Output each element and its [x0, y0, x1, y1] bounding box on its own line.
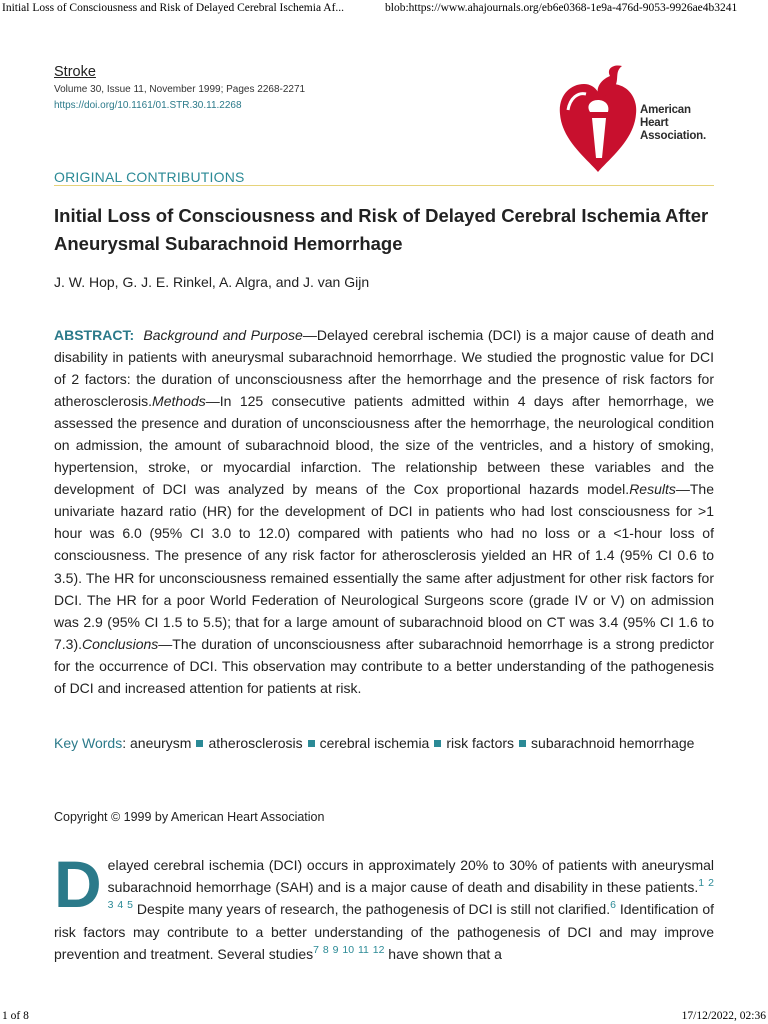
keyword-separator	[519, 740, 526, 747]
abstract-results-label: Results	[629, 481, 676, 498]
section-divider	[54, 185, 714, 186]
print-date: 17/12/2022, 02:36	[681, 1010, 766, 1022]
logo-text-line1: American	[640, 104, 691, 116]
copyright-notice: Copyright © 1999 by American Heart Association	[54, 810, 325, 824]
abstract-conclusions-label: Conclusions	[82, 635, 159, 652]
body-text-3: Identification of risk factors may contribute to a better understanding of the pathogenesis of DCI and may improve prevention and treatment. Several studies	[54, 901, 715, 962]
citation-ref[interactable]: 4	[117, 899, 124, 912]
abstract-conclusions: —The duration of unconsciousness after subarachnoid hemorrhage is a strong predictor for the occurrence of DCI. This observation may contribute to a better understanding of the pathogenesis of DCI and increased attention for patients at risk.	[54, 635, 714, 696]
logo-text-line2: Heart	[640, 117, 669, 129]
keyword-item[interactable]: risk factors	[446, 735, 515, 751]
citation-ref[interactable]: 11	[357, 943, 369, 956]
keywords	[54, 732, 714, 754]
keywords-colon: :	[122, 735, 127, 751]
citation-ref[interactable]: 9	[332, 943, 339, 956]
body-text-1: elayed cerebral ischemia (DCI) occurs in approximately 20% to 30% of patients with aneurysmal subarachnoid hemorrhage (SAH) and is a major cause of death and disability in these patients.	[107, 857, 714, 896]
keyword-item[interactable]: subarachnoid hemorrhage	[531, 735, 695, 751]
citation-ref[interactable]: 3	[107, 899, 114, 912]
print-header-url: blob:https://www.ahajournals.org/eb6e0368-1e9a-476d-9053-9926ae4b3241	[385, 2, 738, 14]
page-counter: 1 of 8	[2, 1010, 29, 1022]
abstract-methods-label: Methods	[152, 393, 206, 410]
print-header-title: Initial Loss of Consciousness and Risk of Delayed Cerebral Ischemia Af...	[2, 2, 345, 14]
keyword-item[interactable]: cerebral ischemia	[319, 735, 430, 751]
citation-ref[interactable]: 5	[127, 899, 134, 912]
abstract	[54, 324, 714, 699]
logo-text-line3: Association.	[640, 130, 706, 142]
abstract-label: ABSTRACT:	[54, 327, 135, 343]
body-text-2: Despite many years of research, the pathogenesis of DCI is still not clarified.	[133, 901, 611, 918]
print-footer	[0, 1006, 768, 1024]
aha-logo	[556, 62, 716, 174]
citation-ref[interactable]: 8	[322, 943, 329, 956]
section-label: ORIGINAL CONTRIBUTIONS	[54, 169, 245, 185]
citation-ref[interactable]: 12	[372, 943, 385, 956]
abstract-background: —Delayed cerebral ischemia (DCI) is a major cause of death and disability in patients with aneurysmal subarachnoid hemorrhage. We studied the prognostic value for DCI of 2 factors: the duration of unconsciousness after the hemorrhage and the presence of risk factors for atherosclerosis.	[54, 327, 714, 410]
citation-ref[interactable]: 6	[610, 899, 616, 912]
keyword-separator	[308, 740, 315, 747]
body-text-4: have shown that a	[384, 945, 502, 962]
article-title: Initial Loss of Consciousness and Risk of Delayed Cerebral Ischemia After Aneurysmal Subarachnoid Hemorrhage	[54, 205, 709, 254]
drop-cap: D	[54, 847, 102, 921]
keywords-label: Key Words	[54, 735, 123, 751]
body-paragraph	[54, 847, 715, 965]
heart-torch-icon	[556, 62, 640, 174]
journal-issue-meta: Volume 30, Issue 11, November 1999; Pages 2268-2271	[54, 84, 306, 95]
citation-ref[interactable]: 2	[708, 877, 715, 890]
keyword-item[interactable]: atherosclerosis	[208, 735, 303, 751]
keyword-item[interactable]: aneurysm	[130, 735, 192, 751]
keyword-separator	[196, 740, 203, 747]
doi-link[interactable]: https://doi.org/10.1161/01.STR.30.11.2268	[54, 100, 242, 111]
citation-ref[interactable]: 10	[342, 943, 355, 956]
citation-ref[interactable]: 7	[313, 943, 319, 956]
abstract-background-label: Background and Purpose	[143, 327, 303, 343]
abstract-results: —The univariate hazard ratio (HR) for the development of DCI in patients who had lost consciousness for >1 hour was 6.0 (95% CI 3.0 to 12.0) compared with patients who had no loss or a <1-hour loss of consciousness. The presence of any risk factor for atherosclerosis yielded an HR of 1.4 (95% CI 0.6 to 3.5). The HR for unconsciousness remained essentially the same after adjustment for other risk factors for DCI. The HR for a poor World Federation of Neurological Surgeons score (grade IV or V) on admission was 2.9 (95% CI 1.5 to 5.5); that for a large amount of subarachnoid blood on CT was 3.4 (95% CI 1.6 to 7.3).	[54, 481, 714, 652]
journal-name-link[interactable]: Stroke	[54, 64, 96, 80]
print-header	[0, 0, 768, 18]
keyword-separator	[434, 740, 441, 747]
author-list: J. W. Hop, G. J. E. Rinkel, A. Algra, and J. van Gijn	[54, 274, 370, 290]
citation-ref[interactable]: 1	[698, 877, 705, 890]
abstract-methods: —In 125 consecutive patients admitted within 4 days after hemorrhage, we assessed the presence and duration of unconsciousness after the hemorrhage, the neurological condition on admission, the amount of subarachnoid blood, the size of the ventricles, and a history of smoking, hypertension, stroke, or myocardial infarction. The relationship between these variables and the development of DCI was analyzed by means of the Cox proportional hazards model.	[54, 393, 714, 498]
